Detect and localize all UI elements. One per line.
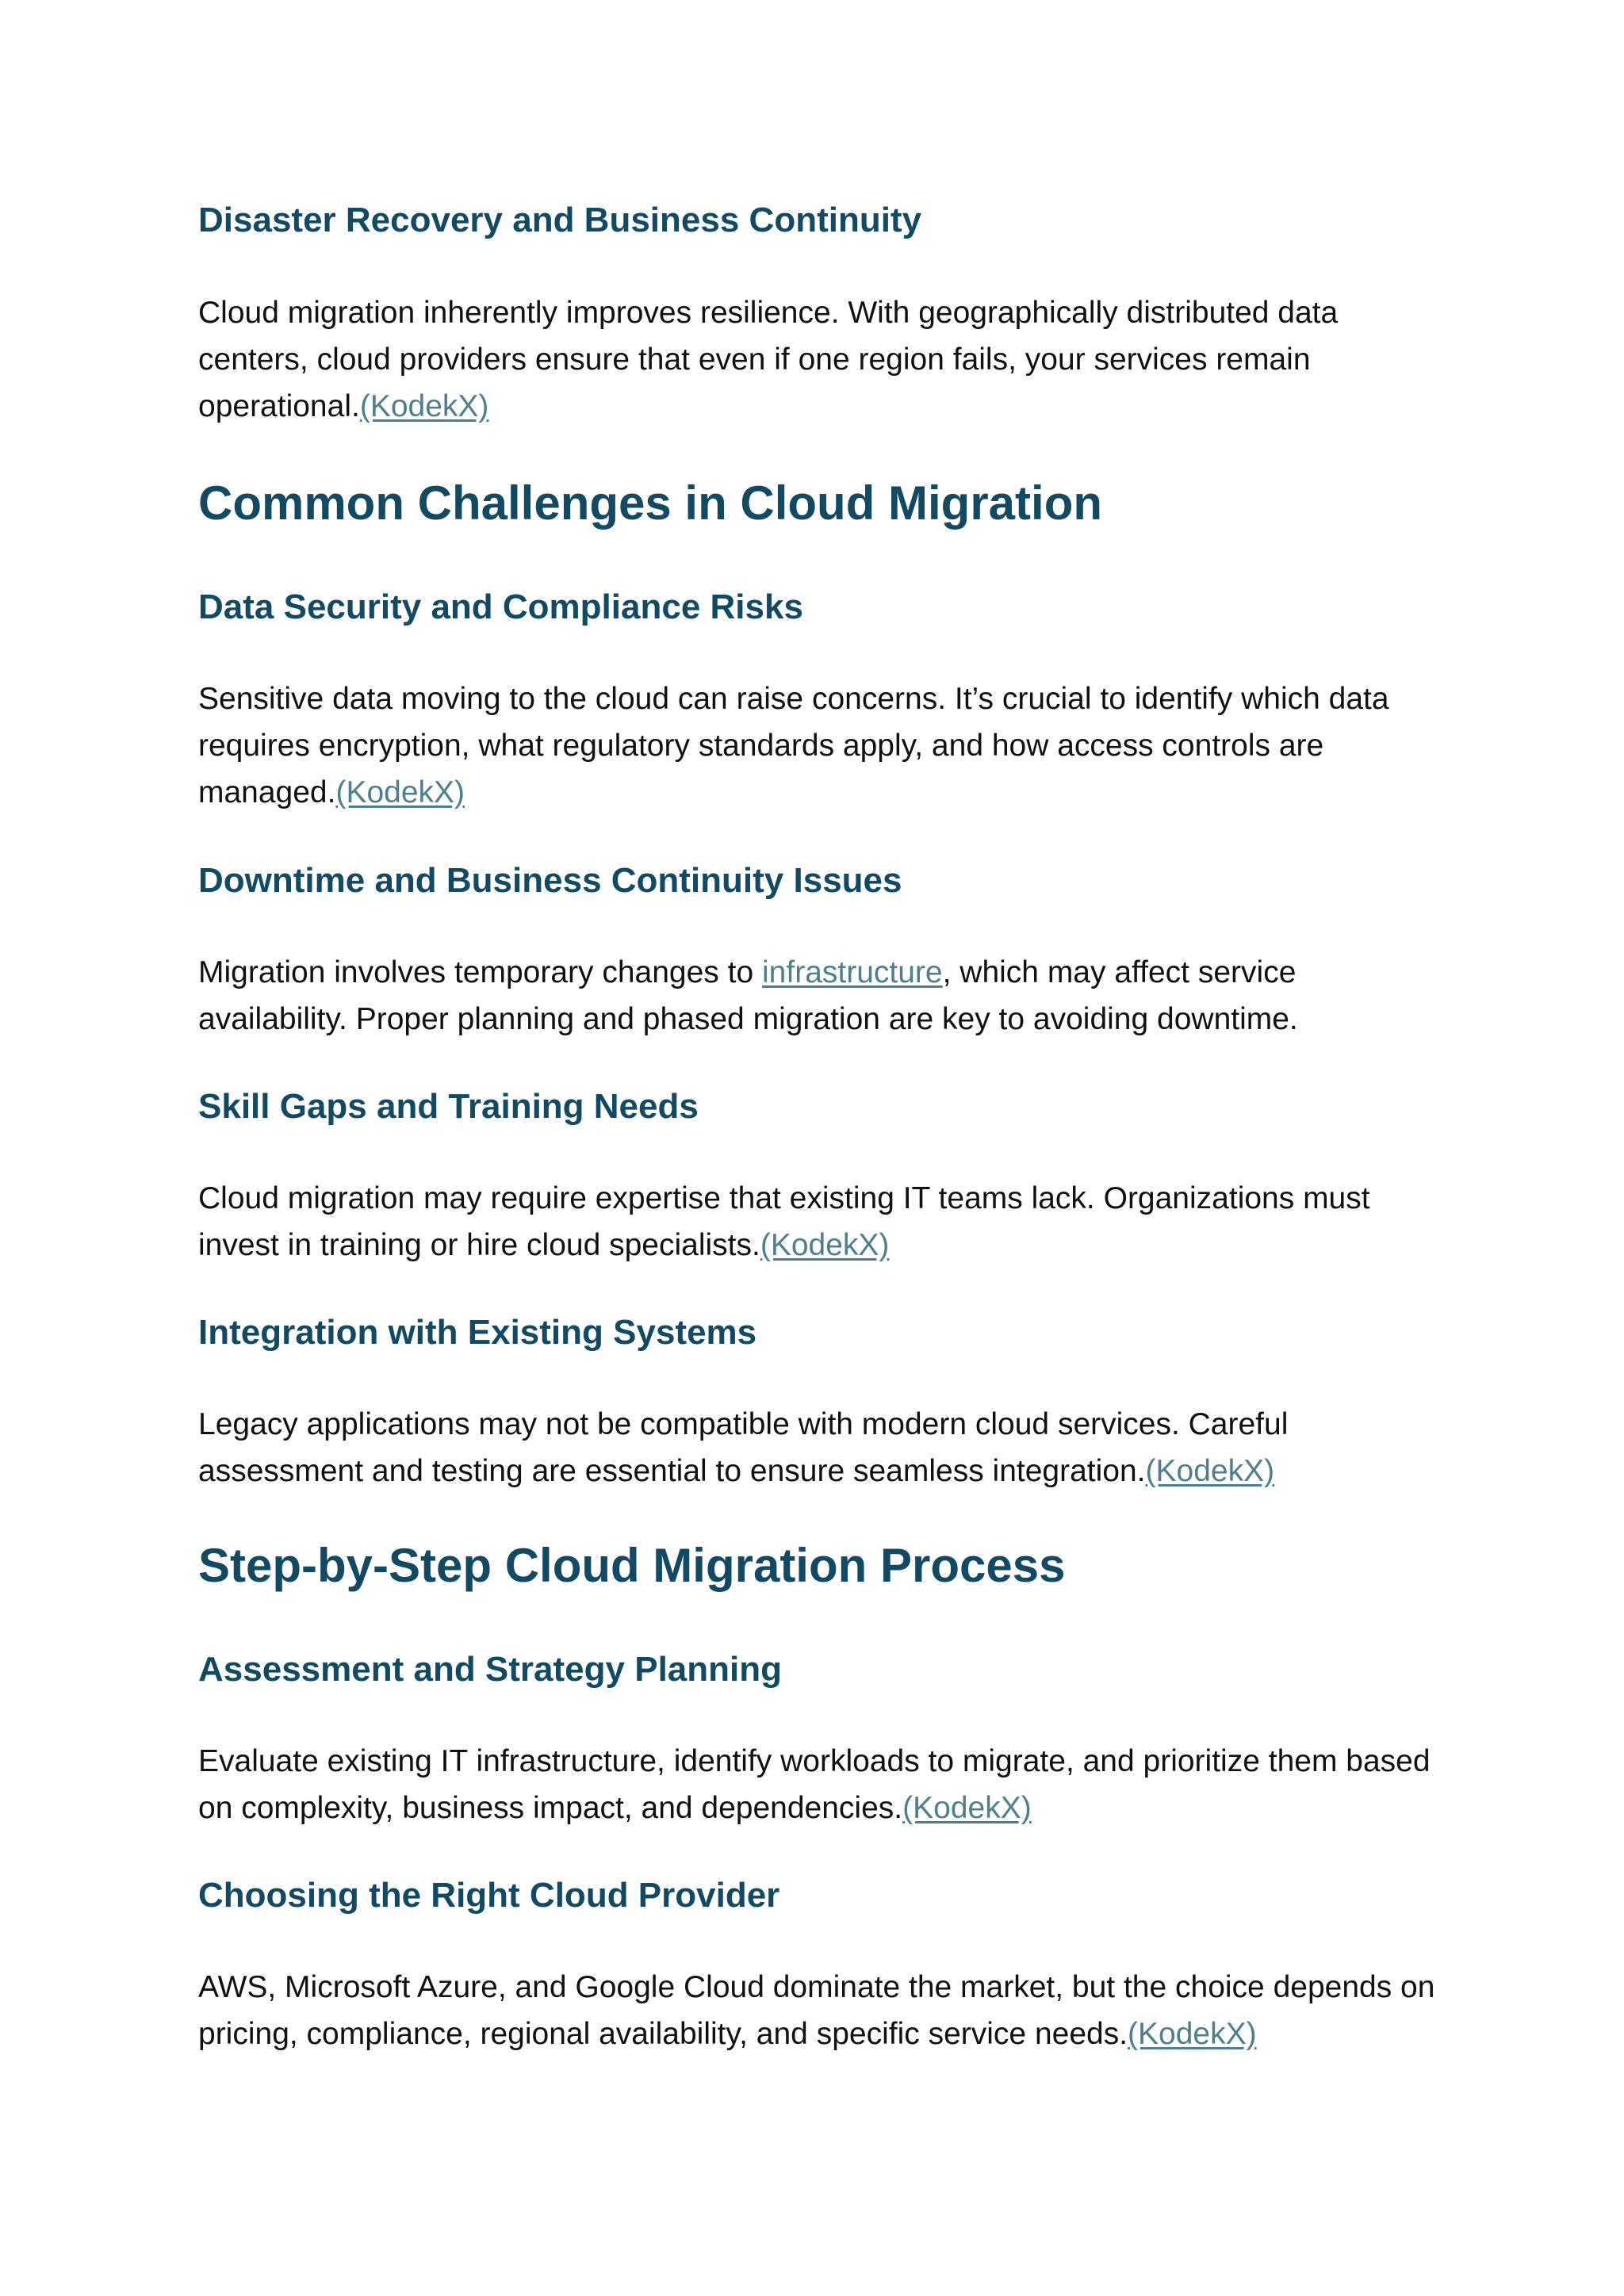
heading-common-challenges: Common Challenges in Cloud Migration <box>198 476 1102 530</box>
heading-data-security: Data Security and Compliance Risks <box>198 587 803 626</box>
paragraph-text: , which may affect service availability. Proper planning and phased migration are key to avoiding downtime. <box>198 955 1298 1036</box>
citation-link[interactable]: (KodekX) <box>1145 1454 1275 1488</box>
heading-downtime: Downtime and Business Continuity Issues <box>198 861 902 900</box>
paragraph-data-security <box>198 675 1451 816</box>
paragraph-text: Migration involves temporary changes to <box>198 955 763 989</box>
citation-link[interactable]: (KodekX) <box>902 1791 1032 1825</box>
heading-skill-gaps: Skill Gaps and Training Needs <box>198 1087 699 1126</box>
paragraph-skill-gaps <box>198 1175 1451 1269</box>
heading-cloud-provider: Choosing the Right Cloud Provider <box>198 1876 780 1915</box>
paragraph-integration <box>198 1401 1451 1494</box>
paragraph-text: Sensitive data moving to the cloud can raise concerns. It’s crucial to identify which data requires encryption, what regulatory standards apply, and how access controls are managed. <box>198 682 1389 809</box>
paragraph-text: Evaluate existing IT infrastructure, identify workloads to migrate, and prioritize them based on complexity, business impact, and dependencies. <box>198 1744 1431 1825</box>
paragraph-disaster-recovery <box>198 289 1451 430</box>
citation-link[interactable]: (KodekX) <box>335 775 465 809</box>
heading-step-by-step: Step-by-Step Cloud Migration Process <box>198 1539 1066 1592</box>
paragraph-text: Cloud migration may require expertise that existing IT teams lack. Organizations must invest in training or hire cloud specialists. <box>198 1181 1370 1262</box>
infrastructure-link[interactable]: infrastructure <box>762 955 943 989</box>
citation-link[interactable]: (KodekX) <box>760 1228 890 1262</box>
heading-disaster-recovery: Disaster Recovery and Business Continuity <box>198 201 922 239</box>
paragraph-text: AWS, Microsoft Azure, and Google Cloud dominate the market, but the choice depends on pricing, compliance, regional availability, and specific service needs. <box>198 1970 1435 2051</box>
paragraph-downtime <box>198 949 1451 1043</box>
paragraph-assessment <box>198 1738 1451 1831</box>
citation-link[interactable]: (KodekX) <box>359 389 489 423</box>
paragraph-text: Legacy applications may not be compatible with modern cloud services. Careful assessment and testing are essential to ensure seamless integration. <box>198 1407 1289 1488</box>
citation-link[interactable]: (KodekX) <box>1128 2017 1257 2051</box>
paragraph-text: Cloud migration inherently improves resilience. With geographically distributed data centers, cloud providers ensure that even if one region fails, your services remain operational. <box>198 296 1339 423</box>
paragraph-cloud-provider <box>198 1964 1451 2057</box>
heading-integration: Integration with Existing Systems <box>198 1313 757 1352</box>
heading-assessment: Assessment and Strategy Planning <box>198 1650 782 1689</box>
